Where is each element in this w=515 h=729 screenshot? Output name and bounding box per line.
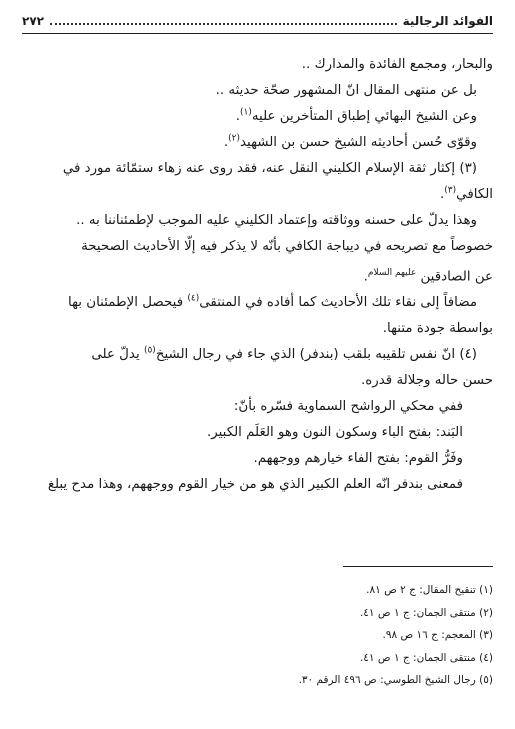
footnote-marker[interactable]: (٥): [143, 346, 156, 356]
text-line: وفَرُّ القوم: بفتح الفاء خيارهم ووجههم.: [253, 451, 463, 467]
header-dot-leader: [50, 23, 397, 25]
text-line: (٤) انّ نفس تلقيبه بلقب (بندفر) الذي جاء في رجال الشيخ$^{(٥)}$ يدلّ على: [91, 346, 477, 363]
footnote-marker[interactable]: (٣): [444, 185, 457, 196]
main-text: [22, 52, 493, 498]
footnote-item: (٤) منتقى الجمان: ج ١ ص ٤١.: [359, 651, 493, 664]
footnote-item: (٥) رجال الشيخ الطوسي: ص ٤٩٦ الرقم ٣٠.: [298, 674, 493, 686]
text-line: مضافاً إلى نقاء تلك الأحاديث كما أفاده في المنتقى$^{(٤)}$ فيحصل الإطمئنان بها: [68, 294, 477, 311]
blessing-glyph: عليهم السلام: [367, 268, 417, 278]
text-line: بواسطة جودة متنها.: [382, 321, 493, 337]
page-number: ٢٧٢: [22, 14, 44, 28]
text-line: والبحار، ومجمع الفائدة والمدارك ..: [301, 57, 493, 72]
text-line: البَند: بفتح الباء وسكون النون وهو العَلَم الكبير.: [206, 425, 463, 441]
footnote-marker[interactable]: (٢): [228, 133, 241, 144]
footnotes: [22, 579, 493, 692]
footnote-rule: [343, 566, 493, 567]
text-line: بل عن منتهى المقال انّ المشهور صحّة حديثه ..: [215, 83, 477, 98]
running-header: [22, 10, 493, 32]
text-line: فمعنى بندفر انّه العلم الكبير الذي هو من خيار القوم ووجههم، وهذا مدح يبلغ: [47, 477, 463, 493]
text-line: عن الصادقين $^{عليهم السلام}$.: [363, 268, 493, 285]
footnote-item: (١) تنقيح المقال: ج ٢ ص ٨١.: [366, 584, 493, 596]
header-rule: [22, 33, 493, 34]
footnote-marker[interactable]: (١): [240, 107, 252, 118]
footnote-marker[interactable]: (٤): [187, 294, 200, 304]
text-line: وهذا يدلّ على حسنه ووثاقته وإعتماد الكليني عليه الموجب لإطمئناننا به ..: [76, 213, 477, 228]
text-line: خصوصاً مع تصريحه في ديباجة الكافي بأنّه لا يذكر فيه إلّا الأحاديث الصحيحة: [81, 239, 493, 254]
running-title: الفوائد الرجالية: [402, 14, 493, 28]
text-line: الكافي$^{(٣)}$.: [440, 185, 493, 202]
footnote-item: (٣) المعجم: ج ١٦ ص ٩٨.: [382, 629, 493, 641]
text-line: وعن الشيخ البهائي إطباق المتأخرين عليه$^{(١)}$.: [235, 107, 477, 124]
text-line: ففي محكي الرواشح السماوية فسّره بأنّ:: [233, 399, 463, 415]
footnote-item: (٢) منتقى الجمان: ج ١ ص ٤١.: [359, 606, 493, 619]
text-line: وقوّى حُسن أحاديثه الشيخ حسن بن الشهيد$^{(٢)}$.: [223, 133, 477, 150]
text-line: (٣) إكثار ثقة الإسلام الكليني النقل عنه، فقد روى عنه زهاء ستمّائة مورد في: [62, 161, 477, 176]
text-line: حسن حاله وجلالة قدره.: [361, 373, 493, 389]
